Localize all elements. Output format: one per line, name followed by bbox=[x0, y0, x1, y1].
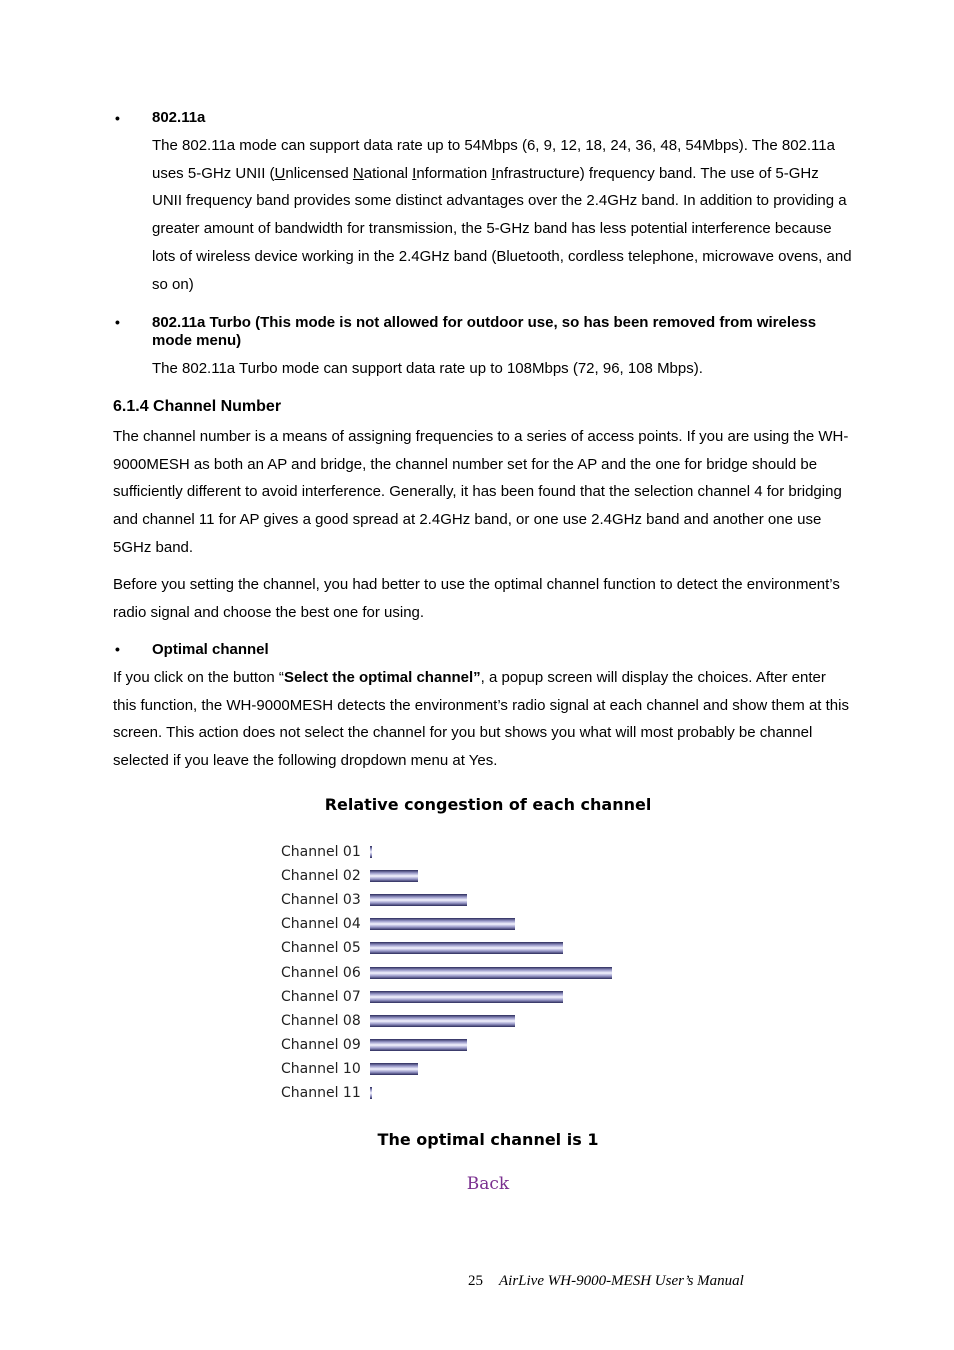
page-footer bbox=[468, 1273, 744, 1290]
bar bbox=[370, 991, 563, 1003]
section-heading: 6.1.4 Channel Number bbox=[113, 398, 282, 415]
bar bbox=[370, 1087, 372, 1099]
bullet: • bbox=[115, 641, 120, 657]
bar bbox=[370, 846, 372, 858]
section-text-80211a: The 802.11a mode can support data rate up to 54Mbps (6, 9, 12, 18, 24, 36, 48, 54Mbps). The 802.11a uses 5-GHz UNII (Unlicensed National Information Infrastructure) frequency band. The use of 5-GHz UNII frequency band provides some distinct advantages over the 2.4GHz band. In addition to providing a greater amount of bandwidth for transmission, the 5-GHz band has less potential interference because lots of wireless device working in the 2.4GHz band (Bluetooth, cordless telephone, microwave ovens, and so on) bbox=[152, 137, 852, 293]
bullet: • bbox=[115, 110, 120, 126]
bar bbox=[370, 1063, 418, 1075]
bar-label: Channel 11 bbox=[281, 1085, 361, 1101]
chart-title: Relative congestion of each channel bbox=[324, 795, 652, 814]
bar-label: Channel 05 bbox=[281, 940, 361, 957]
bar-label: Channel 09 bbox=[281, 1036, 361, 1053]
bar-label: Channel 04 bbox=[281, 916, 361, 933]
bar-label: Channel 03 bbox=[281, 892, 361, 909]
paragraph-before-setting: Before you setting the channel, you had better to use the optimal channel function to detect the environment’s radio signal and choose the best one for using. bbox=[113, 576, 840, 621]
bar-label: Channel 07 bbox=[281, 988, 361, 1005]
paragraph-optimal-channel: If you click on the button “Select the optimal channel”, a popup screen will display the choices. After enter this function, the WH-9000MESH detects the environment’s radio signal at each channel and show them at this screen. This action does not select the channel for you but shows you what will most probably be channel selected if you leave the following dropdown menu at Yes. bbox=[113, 669, 849, 770]
optimal-channel-text: The optimal channel is 1 bbox=[377, 1130, 599, 1149]
bar-label: Channel 06 bbox=[281, 964, 361, 981]
section-title-80211a-turbo: 802.11a Turbo (This mode is not allowed for outdoor use, so has been removed from wireless mode menu) bbox=[152, 314, 817, 349]
paragraph-channel-number: The channel number is a means of assigning frequencies to a series of access points. If you are using the WH-9000MESH as both an AP and bridge, the channel number set for the AP and the one for bridge should be sufficiently different to avoid interference. Generally, it has been found that the selection channel 4 for bridging and channel 11 for AP gives a good spread at 2.4GHz band, or one use 2.4GHz band and another one use 5GHz band. bbox=[113, 428, 849, 556]
bar bbox=[370, 942, 563, 954]
section-title-optimal-channel: Optimal channel bbox=[152, 641, 269, 658]
bar bbox=[370, 967, 612, 979]
section-title-80211a: 802.11a bbox=[152, 109, 206, 126]
bar bbox=[370, 918, 515, 930]
section-text-80211a-turbo: The 802.11a Turbo mode can support data rate up to 108Mbps (72, 96, 108 Mbps). bbox=[152, 360, 703, 377]
bar bbox=[370, 1015, 515, 1027]
bar-label: Channel 01 bbox=[281, 844, 361, 860]
manual-title: AirLive WH-9000-MESH User’s Manual bbox=[499, 1273, 744, 1289]
bar bbox=[370, 894, 467, 906]
bar-label: Channel 02 bbox=[281, 868, 361, 885]
bar bbox=[370, 1039, 467, 1051]
page-number: 25 bbox=[468, 1273, 483, 1289]
back-link[interactable]: Back bbox=[466, 1174, 510, 1194]
bullet: • bbox=[115, 314, 120, 330]
bar-label: Channel 10 bbox=[281, 1060, 361, 1077]
bar-label: Channel 08 bbox=[281, 1012, 361, 1029]
bar bbox=[370, 870, 418, 882]
